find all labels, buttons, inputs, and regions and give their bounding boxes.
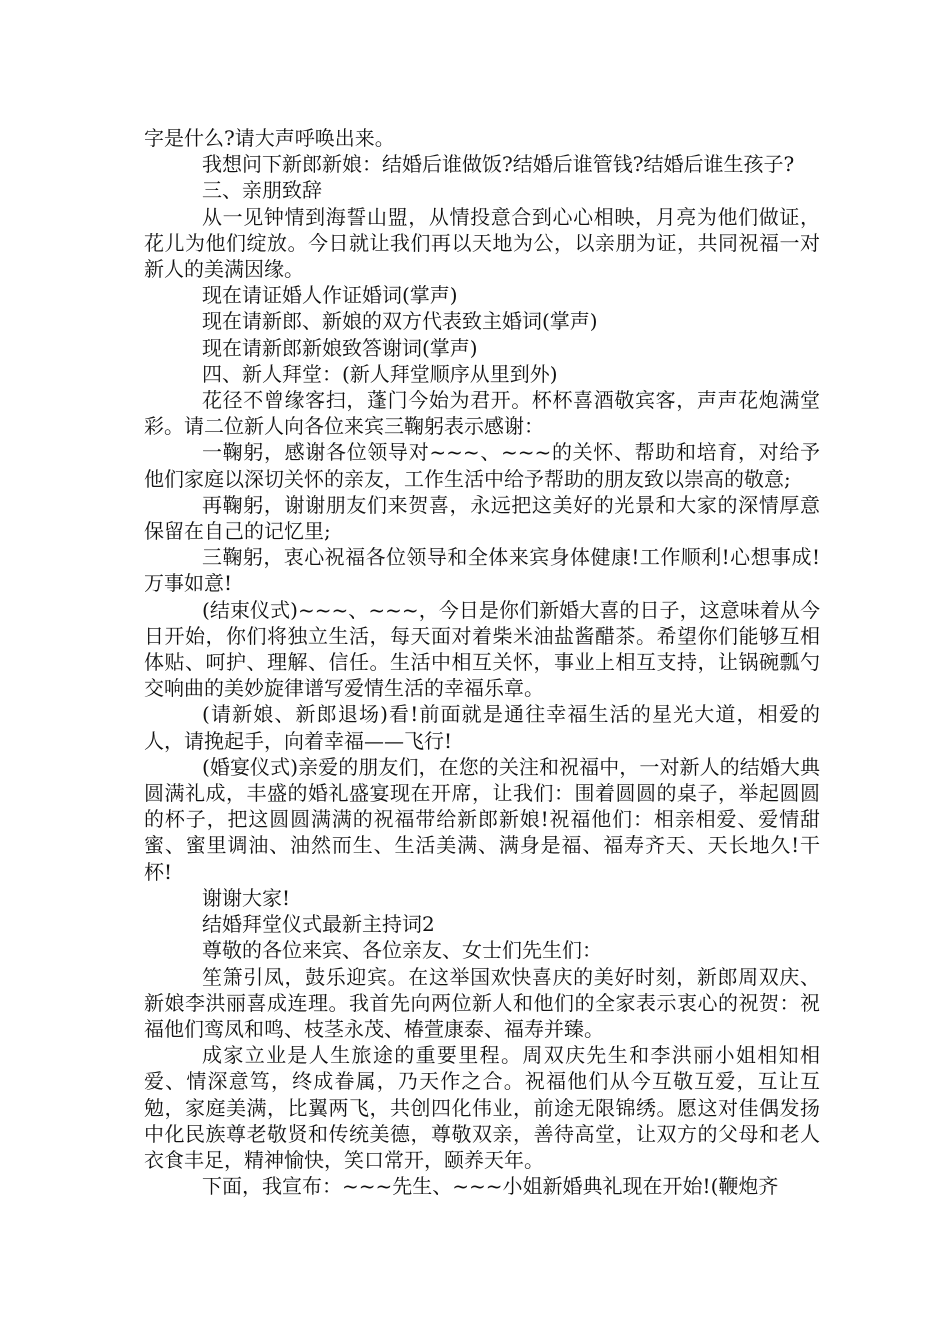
paragraph: (请新娘、新郎退场)看!前面就是通往幸福生活的星光大道，相爱的人，请挽起手，向着幸福——飞行! <box>144 702 820 753</box>
section-title: 结婚拜堂仪式最新主持词2 <box>202 912 435 937</box>
paragraph: 现在请新郎新娘致答谢词(掌声) <box>202 335 478 360</box>
paragraph: 从一见钟情到海誓山盟，从情投意合到心心相映，月亮为他们做证，花儿为他们绽放。今日就让我们再以天地为公，以亲朋为证，共同祝福一对新人的美满因缘。 <box>144 204 820 282</box>
paragraph: 尊敬的各位来宾、各位亲友、女士们先生们： <box>202 938 602 963</box>
document-body <box>144 125 820 1199</box>
paragraph: 谢谢大家! <box>202 885 291 910</box>
paragraph: 一鞠躬，感谢各位领导对~~~、~~~的关怀、帮助和培育，对给予他们家庭以深切关怀的亲友，工作生活中给予帮助的朋友致以崇高的敬意; <box>144 440 820 491</box>
section-heading: 三、亲朋致辞 <box>202 178 322 203</box>
paragraph: 我想问下新郎新娘：结婚后谁做饭?结婚后谁管钱?结婚后谁生孩子? <box>202 152 795 177</box>
paragraph: 现在请新郎、新娘的双方代表致主婚词(掌声) <box>202 309 598 334</box>
paragraph: 现在请证婚人作证婚词(掌声) <box>202 283 458 308</box>
paragraph: 下面，我宣布：~~~先生、~~~小姐新婚典礼现在开始!(鞭炮齐 <box>202 1174 779 1199</box>
paragraph: 成家立业是人生旅途的重要里程。周双庆先生和李洪丽小姐相知相爱、情深意笃，终成眷属，乃天作之合。祝福他们从今互敬互爱，互让互勉，家庭美满，比翼两飞，共创四化伟业，前途无限锦绣。愿这对佳偶发扬中化民族尊老敬贤和传统美德，尊敬双亲，善待高堂，让双方的父母和老人衣食丰足，精神愉快，笑口常开，颐养天年。 <box>144 1043 820 1172</box>
paragraph: 字是什么?请大声呼唤出来。 <box>144 126 395 150</box>
paragraph: (婚宴仪式)亲爱的朋友们，在您的关注和祝福中，一对新人的结婚大典圆满礼成，丰盛的婚礼盛宴现在开席，让我们：围着圆圆的桌子，举起圆圆的杯子，把这圆圆满满的祝福带给新郎新娘!祝福他们：相亲相爱、爱情甜蜜、蜜里调油、油然而生、生活美满、满身是福、福寿齐天、天长地久!干杯! <box>144 754 820 884</box>
paragraph: 三鞠躬，衷心祝福各位领导和全体来宾身体健康!工作顺利!心想事成!万事如意! <box>144 545 820 596</box>
paragraph: 再鞠躬，谢谢朋友们来贺喜，永远把这美好的光景和大家的深情厚意保留在自己的记忆里; <box>144 492 820 544</box>
paragraph: 笙箫引凤，鼓乐迎宾。在这举国欢快喜庆的美好时刻，新郎周双庆、新娘李洪丽喜成连理。我首先向两位新人和他们的全家表示衷心的祝贺：祝福他们鸾凤和鸣、枝茎永茂、椿萱康泰、福寿并臻。 <box>144 964 820 1041</box>
paragraph: 花径不曾缘客扫，蓬门今始为君开。杯杯喜酒敬宾客，声声花炮满堂彩。请二位新人向各位来宾三鞠躬表示感谢： <box>144 388 820 439</box>
paragraph: (结束仪式)~~~、~~~，今日是你们新婚大喜的日子，这意味着从今日开始，你们将独立生活，每天面对着柴米油盐酱醋茶。希望你们能够互相体贴、呵护、理解、信任。生活中相互关怀，事业上相互支持，让锅碗瓢勺交响曲的美妙旋律谱写爱情生活的幸福乐章。 <box>144 597 820 701</box>
section-heading: 四、新人拜堂：(新人拜堂顺序从里到外) <box>202 361 558 386</box>
